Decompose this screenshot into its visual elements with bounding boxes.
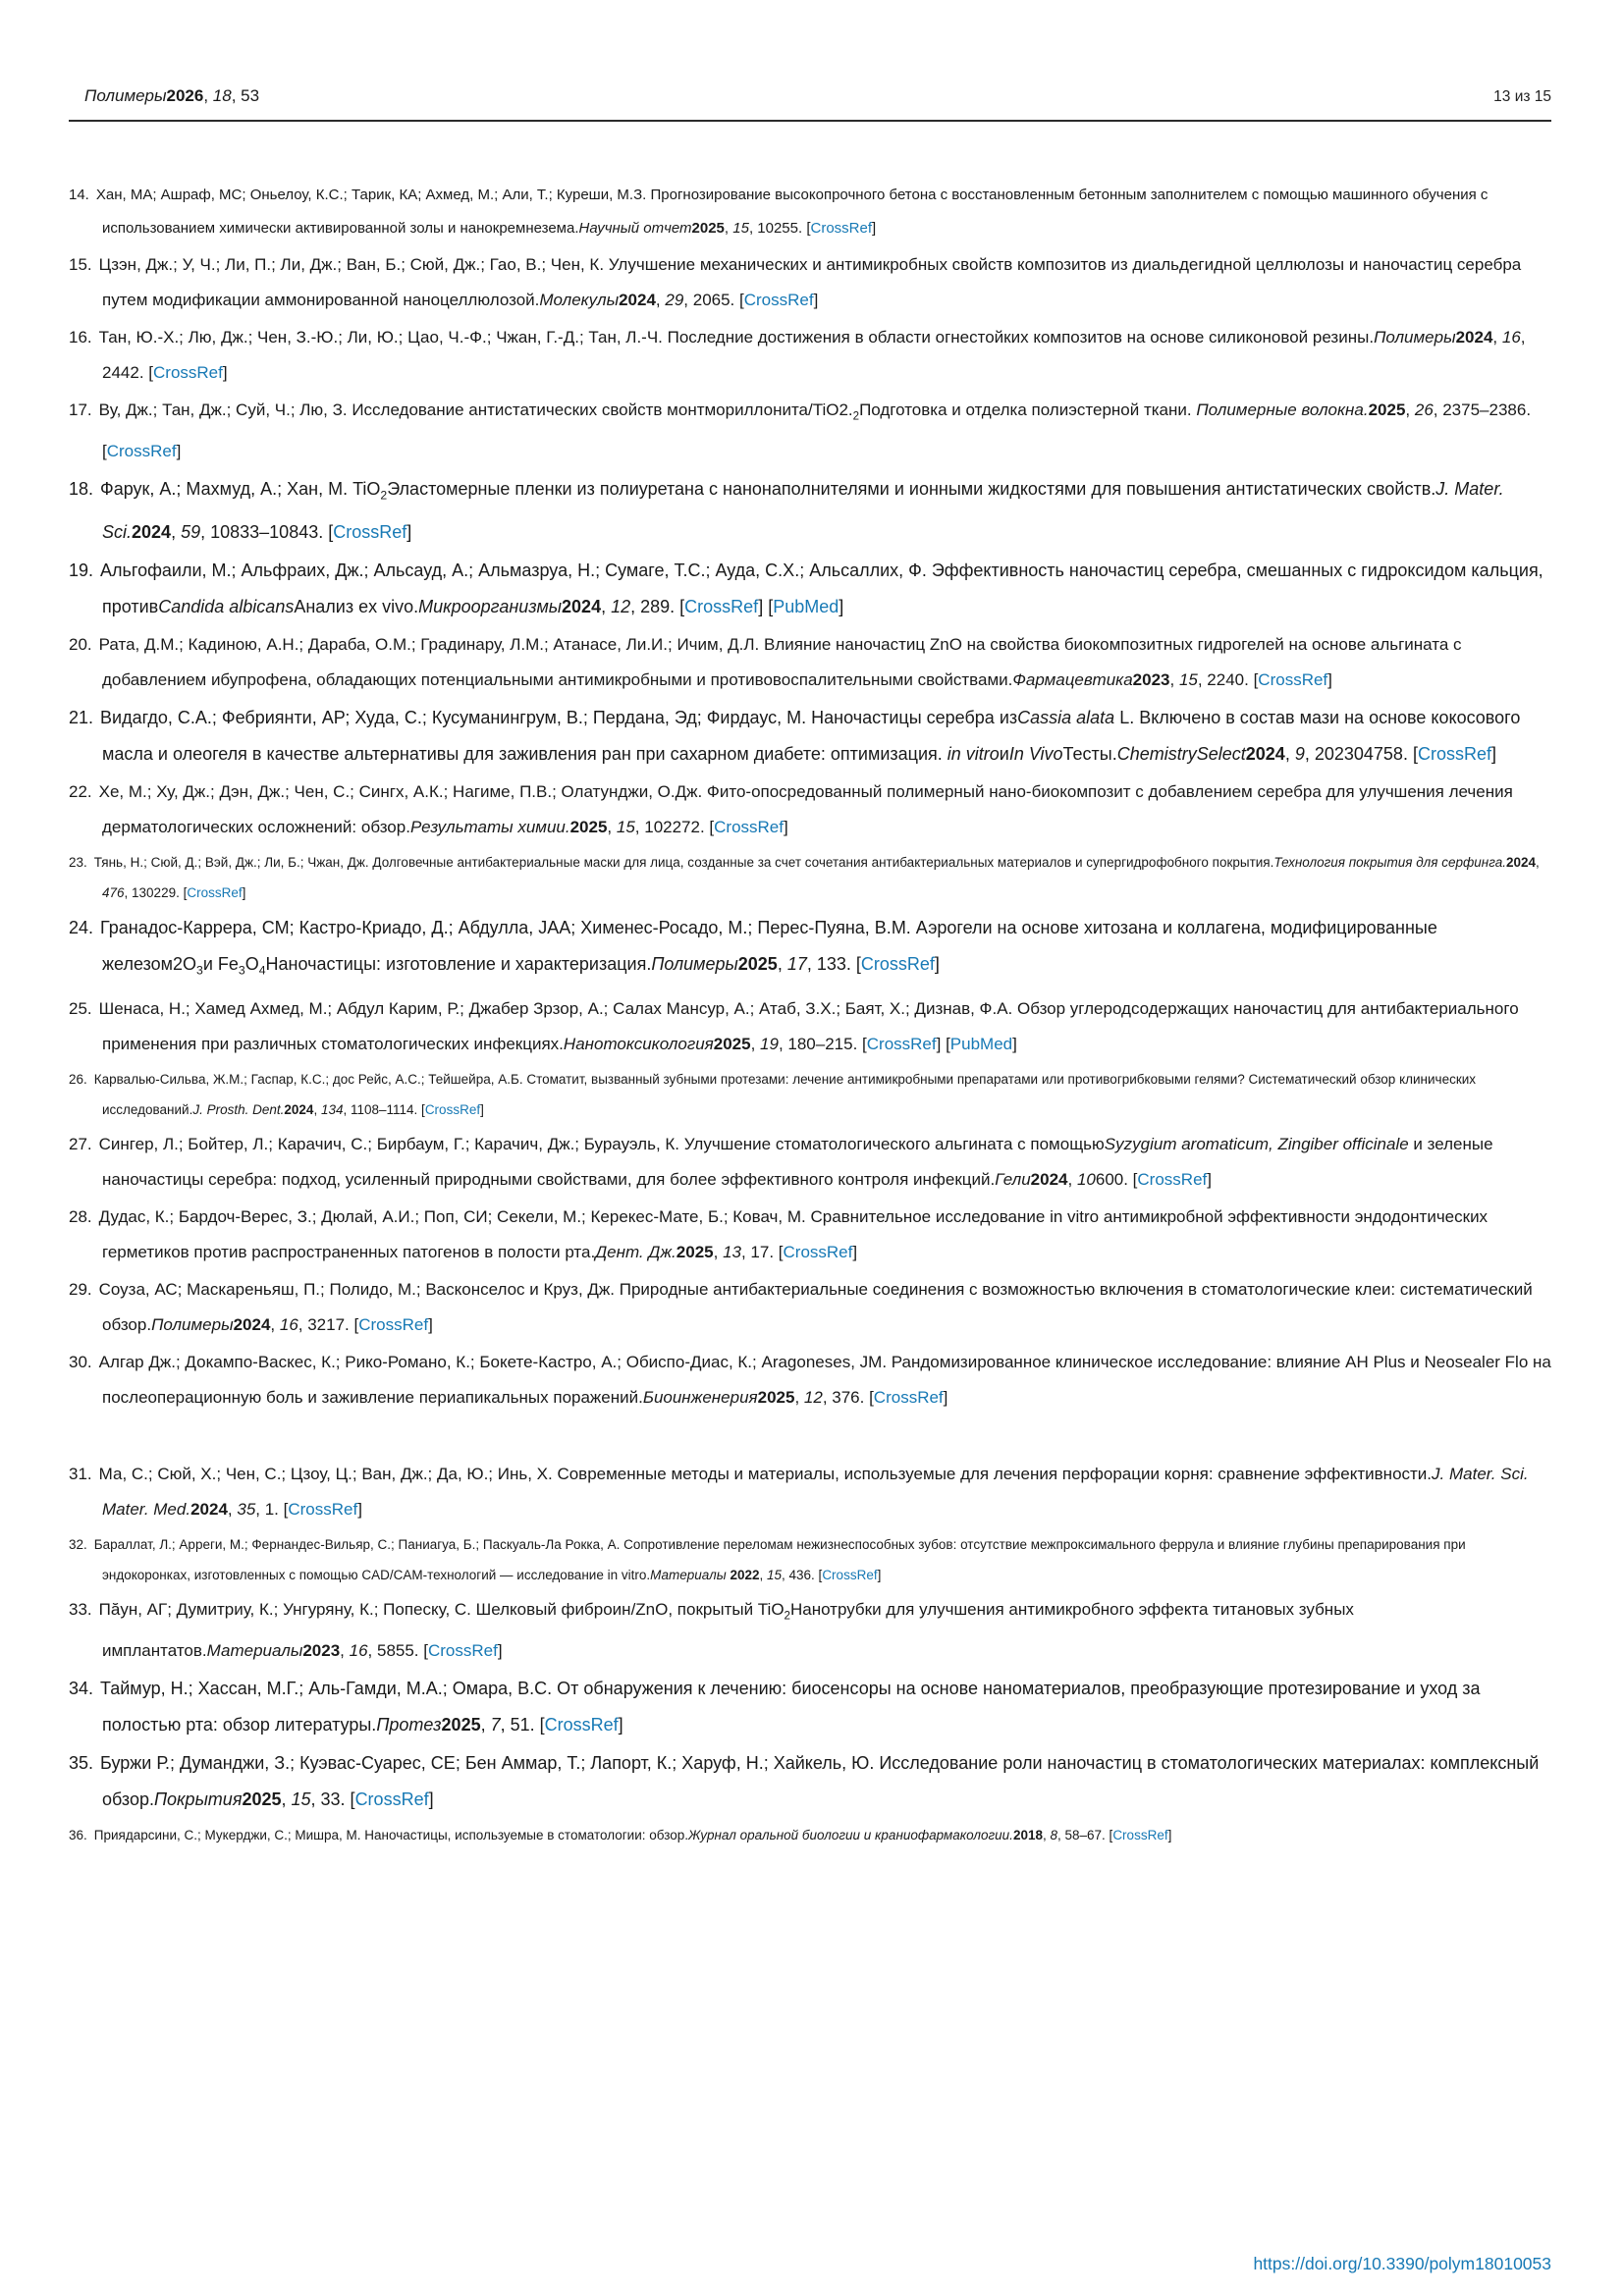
text-segment: Пăун, АГ; Думитриу, К.; Унгуряну, К.; Попеску, С. Шелковый фиброин/ZnO, покрытый TiO	[98, 1599, 785, 1619]
text-segment: Биоинженерия	[642, 1387, 758, 1407]
text-segment: 15	[767, 1567, 783, 1582]
crossref-link[interactable]: CrossRef	[714, 817, 784, 836]
text-segment: 2	[852, 410, 860, 423]
text-segment: 2025	[737, 953, 778, 974]
text-segment: Тянь, Н.; Сюй, Д.; Вэй, Дж.; Ли, Б.; Чжан, Дж. Долговечные антибактериальные маски для лица, созданные за счет сочетания антибактериальных материалов и супергидрофобного покрытия.	[93, 854, 1274, 870]
references-list	[69, 179, 1551, 1850]
reference-number: 16.	[69, 328, 92, 347]
text-segment: ,	[171, 521, 182, 542]
text-segment: Цзэн, Дж.; У, Ч.; Ли, П.; Ли, Дж.; Ван, Б.; Сюй, Дж.; Гао, В.; Чен, К. Улучшение механических и антимикробных свойств композитов из диальдегидной целлюлозы и наночастиц серебра путем модификации аммонированной наноцеллюлозой.	[98, 255, 1522, 309]
text-segment: , 5855. [	[367, 1640, 428, 1660]
text-segment: L. Включено в состав мази на основе кокосового масла и олеогеля в качестве альтернативы для заживления ран при сахарном диабете: оптимизация.	[102, 707, 1521, 764]
crossref-link[interactable]: CrossRef	[822, 1567, 878, 1582]
text-segment: ]	[1207, 1169, 1212, 1189]
text-segment: Ву, Дж.; Тан, Дж.; Суй, Ч.; Лю, З. Исследование антистатических свойств монтмориллонита/TiO2.	[98, 400, 853, 419]
text-segment: , 1. [	[255, 1499, 289, 1519]
crossref-link[interactable]: CrossRef	[1258, 669, 1328, 689]
text-segment: ]	[839, 596, 844, 616]
reference-item	[69, 774, 1551, 845]
text-segment: ,	[724, 220, 733, 237]
text-segment: Хе, М.; Ху, Дж.; Дэн, Дж.; Чен, С.; Сингх, А.К.; Нагиме, П.В.; Олатунджи, О.Дж. Фито-опосредованный полимерный нано-биокомпозит с добавлением серебра для улучшения лечения дерматологических осложнений: обзор.	[98, 781, 1513, 836]
reference-item	[69, 991, 1551, 1062]
text-segment: 2024	[284, 1101, 314, 1117]
text-segment: 2024	[1505, 854, 1537, 870]
text-segment: 2025	[691, 220, 725, 237]
text-segment: 2024	[562, 596, 602, 616]
page-header	[69, 86, 1551, 106]
text-segment: 2025	[713, 1034, 751, 1053]
text-segment: ChemistrySelect	[1116, 743, 1246, 764]
text-segment: Сингер, Л.; Бойтер, Л.; Карачич, С.; Бирбаум, Г.; Карачич, Дж.; Бурауэль, К. Улучшение стоматологического альгината с помощью	[98, 1134, 1105, 1153]
text-segment: ]	[1167, 1827, 1172, 1842]
reference-number: 22.	[69, 781, 92, 801]
text-segment: Дудас, К.; Бардоч-Верес, З.; Дюлай, А.И.; Поп, СИ; Секели, М.; Керекес-Мате, Б.; Ковач, М. Сравнительное исследование in vitro антимикробной эффективности эндодонтических герметиков против распространенных патогенов в полости рта.	[98, 1206, 1489, 1261]
text-segment: 15	[1178, 669, 1198, 689]
text-segment: Гели	[995, 1169, 1031, 1189]
text-segment: 13	[723, 1242, 741, 1261]
crossref-link[interactable]: CrossRef	[1417, 743, 1491, 764]
text-segment: ,	[480, 1714, 491, 1735]
text-segment: Тан, Ю.-Х.; Лю, Дж.; Чен, З.-Ю.; Ли, Ю.; Цао, Ч.-Ф.; Чжан, Г.-Д.; Тан, Л.-Ч. Последние достижения в области огнестойких композитов на основе силиконовой резины.	[98, 328, 1375, 347]
text-segment: 134	[320, 1101, 344, 1117]
text-segment: ,	[759, 1567, 767, 1582]
text-segment: Молекулы	[539, 291, 620, 309]
crossref-link[interactable]: CrossRef	[783, 1242, 853, 1261]
text-segment: Candida albicans	[158, 596, 295, 616]
text-segment: ,	[713, 1242, 724, 1261]
text-segment: 7	[490, 1714, 501, 1735]
text-segment: ] [	[758, 596, 774, 616]
text-segment: 10	[1076, 1169, 1096, 1189]
text-segment: Полимеры	[84, 86, 167, 105]
text-segment: 15	[616, 817, 635, 836]
text-segment: ,	[313, 1101, 321, 1117]
text-segment: 2024	[233, 1314, 271, 1334]
text-segment: 2025	[569, 817, 608, 836]
reference-number: 19.	[69, 560, 94, 580]
text-segment: 2022	[730, 1567, 760, 1582]
pubmed-link[interactable]: PubMed	[949, 1034, 1013, 1053]
text-segment: 2025	[1368, 400, 1406, 419]
reference-number: 24.	[69, 917, 94, 937]
text-segment: , 289. [	[630, 596, 685, 616]
reference-number: 34.	[69, 1678, 94, 1698]
text-segment: Алгар Дж.; Докампо-Васкес, К.; Рико-Романо, К.; Бокете-Кастро, А.; Обиспо-Диас, К.; Aragoneses, JM. Рандомизированное клиническое исследование: влияние AH Plus и Neosealer Flo на послеоперационную боль и заживление периапикальных поражений.	[98, 1352, 1551, 1407]
text-segment: Дент. Дж.	[595, 1242, 677, 1261]
text-segment: и	[999, 743, 1009, 764]
reference-number: 18.	[69, 479, 94, 500]
text-segment: , 2442. [	[102, 328, 1526, 382]
text-segment: Нанотрубки для улучшения антимикробного эффекта титановых зубных имплантатов.	[102, 1599, 1354, 1660]
text-segment: ,	[655, 291, 666, 309]
text-segment: ]	[497, 1640, 503, 1660]
reference-number: 14.	[69, 187, 89, 203]
text-segment: ,	[777, 953, 787, 974]
text-segment: , 130229. [	[124, 884, 188, 900]
text-segment: 17	[786, 953, 807, 974]
reference-item	[69, 553, 1551, 625]
text-segment: Полимеры	[651, 953, 738, 974]
crossref-link[interactable]: CrossRef	[860, 953, 935, 974]
text-segment: , 17. [	[740, 1242, 784, 1261]
text-segment: 2025	[242, 1789, 282, 1809]
reference-number: 25.	[69, 998, 92, 1018]
text-segment: J. Mater. Sci. Mater. Med.	[102, 1464, 1529, 1519]
crossref-link[interactable]: CrossRef	[544, 1714, 619, 1735]
text-segment: 26	[1414, 400, 1434, 419]
crossref-link[interactable]: CrossRef	[153, 363, 223, 382]
text-segment: ]	[813, 291, 819, 309]
text-segment: ]	[872, 220, 877, 237]
reference-number: 36.	[69, 1827, 87, 1842]
text-segment: 476	[102, 884, 125, 900]
text-segment: и зеленые наночастицы серебра: подход, усиленный природными свойствами, для более эффективного контроля инфекций.	[102, 1134, 1493, 1189]
crossref-link[interactable]: CrossRef	[358, 1314, 429, 1334]
text-segment: ]	[222, 363, 228, 382]
text-segment: , 2065. [	[683, 291, 744, 309]
text-segment: Фарук, А.; Махмуд, А.; Хан, М. TiO	[100, 479, 381, 500]
reference-item	[69, 627, 1551, 698]
text-segment: Альгофаили, М.; Альфраих, Дж.; Альсауд, А.; Альмазруа, Н.; Сумаге, Т.С.; Ауда, С.Х.; Альсаллих, Ф. Эффективность наночастиц серебра, смешанных с гидроксидом кальция, против	[100, 560, 1543, 616]
text-segment: Микроорганизмы	[418, 596, 563, 616]
text-segment: ,	[794, 1387, 804, 1407]
text-segment: 8	[1050, 1827, 1058, 1842]
crossref-link[interactable]: CrossRef	[873, 1387, 944, 1407]
text-segment: , 180–215. [	[778, 1034, 867, 1053]
reference-number: 17.	[69, 400, 92, 419]
text-segment: , 436. [	[782, 1567, 823, 1582]
text-segment: ,	[281, 1789, 292, 1809]
reference-number: 21.	[69, 707, 94, 727]
text-segment: In Vivo	[1008, 743, 1063, 764]
reference-item	[69, 1671, 1551, 1743]
text-segment: 4	[258, 963, 266, 978]
text-segment: , 58–67. [	[1057, 1827, 1113, 1842]
page-footer	[1253, 2254, 1551, 2274]
text-segment: 2024	[1030, 1169, 1068, 1189]
text-segment: 2024	[1455, 328, 1493, 347]
text-segment: ]	[784, 817, 788, 836]
text-segment: 2025	[676, 1242, 714, 1261]
text-segment: ]	[934, 953, 940, 974]
text-segment: ,	[1042, 1827, 1051, 1842]
text-segment: , 2375–2386. [	[102, 400, 1532, 461]
text-segment: Материалы	[650, 1567, 731, 1582]
text-segment: Видагдо, С.А.; Фебриянти, АР; Худа, С.; Кусуманингрум, В.; Пердана, Эд; Фирдаус, М. Наночастицы серебра из	[100, 707, 1018, 727]
header-divider	[69, 120, 1551, 122]
text-segment: 2025	[757, 1387, 795, 1407]
reference-item	[69, 700, 1551, 773]
text-segment: 29	[665, 291, 684, 309]
text-segment: Таймур, Н.; Хассан, М.Г.; Аль-Гамди, М.А.; Омара, В.С. От обнаружения к лечению: биосенсоры на основе наноматериалов, преобразующие протезирование и уход за полостью рта: обзор литературы.	[100, 1678, 1481, 1735]
text-segment: Журнал оральной биологии и краниофармакологии.	[688, 1827, 1013, 1842]
text-segment: 18	[212, 86, 232, 105]
text-segment: ,	[1067, 1169, 1077, 1189]
text-segment: ]	[480, 1101, 484, 1117]
text-segment: , 102272. [	[634, 817, 715, 836]
text-segment: ,	[1492, 328, 1502, 347]
reference-item	[69, 247, 1551, 318]
text-segment: Нанотоксикология	[563, 1034, 714, 1053]
text-segment: Соуза, АС; Маскареньяш, П.; Полидо, М.; Васконселос и Круз, Дж. Природные антибактериальные соединения с возможностью включения в стоматологические клеи: систематический обзор.	[98, 1279, 1533, 1334]
text-segment: ]	[428, 1314, 433, 1334]
text-segment: Научный отчет	[578, 220, 692, 237]
text-segment: , 2240. [	[1197, 669, 1259, 689]
text-segment: , 202304758. [	[1304, 743, 1418, 764]
doi-link[interactable]: https://doi.org/10.3390/polym18010053	[1253, 2254, 1551, 2273]
reference-number: 31.	[69, 1464, 92, 1483]
text-segment: J. Prosth. Dent.	[192, 1101, 285, 1117]
text-segment: , 10255. [	[748, 220, 811, 237]
reference-number: 23.	[69, 854, 87, 870]
reference-number: 29.	[69, 1279, 92, 1299]
text-segment: Syzygium aromaticum, Zingiber officinale	[1104, 1134, 1409, 1153]
text-segment: 2024	[1245, 743, 1285, 764]
reference-number: 32.	[69, 1536, 87, 1552]
text-segment: , 33. [	[310, 1789, 355, 1809]
text-segment: ,	[750, 1034, 761, 1053]
text-segment: , 10833–10843. [	[200, 521, 334, 542]
reference-number: 27.	[69, 1134, 92, 1153]
reference-number: 30.	[69, 1352, 92, 1371]
text-segment: ,	[607, 817, 617, 836]
crossref-link[interactable]: CrossRef	[866, 1034, 937, 1053]
text-segment: Подготовка и отделка полиэстерной ткани.	[859, 400, 1197, 419]
text-segment: 2	[784, 1609, 790, 1622]
text-segment: ]	[242, 884, 246, 900]
text-segment: ]	[428, 1789, 434, 1809]
crossref-link[interactable]: CrossRef	[187, 884, 243, 900]
text-segment: ]	[943, 1387, 948, 1407]
text-segment: , 53	[231, 86, 260, 105]
text-segment: 600. [	[1095, 1169, 1138, 1189]
crossref-link[interactable]: CrossRef	[1137, 1169, 1208, 1189]
text-segment: 9	[1294, 743, 1305, 764]
reference-item	[69, 1820, 1551, 1850]
text-segment: 15	[291, 1789, 311, 1809]
text-segment: Бараллат, Л.; Арреги, М.; Фернандес-Вильяр, С.; Паниагуа, Б.; Паскуаль-Ла Рокка, А. Сопротивление переломам нежизнеспособных зубов: отсутствие межпроксимального феррула и влияние глубины препарирования при эндокоронках, изготовленных с помощью CAD/CAM-технологий — исследование in vitro.	[93, 1536, 1466, 1582]
text-segment: ,	[340, 1640, 350, 1660]
text-segment: Cassia alata	[1017, 707, 1115, 727]
crossref-link[interactable]: CrossRef	[684, 596, 759, 616]
reference-item	[69, 847, 1551, 908]
reference-item	[69, 320, 1551, 391]
text-segment: 2	[380, 488, 388, 503]
reference-item	[69, 179, 1551, 245]
text-segment: 12	[611, 596, 631, 616]
text-segment: Фармацевтика	[1012, 669, 1133, 689]
text-segment: Покрытия	[154, 1789, 243, 1809]
text-segment: ,	[1169, 669, 1179, 689]
text-segment: и Fe	[202, 953, 239, 974]
reference-number: 35.	[69, 1752, 94, 1773]
text-segment: J. Mater. Sci.	[102, 479, 1504, 542]
text-segment: Эластомерные пленки из полиуретана с нанонаполнителями и ионными жидкостями для повышения антистатических свойств.	[387, 479, 1436, 500]
text-segment: ,	[203, 86, 213, 105]
text-segment: Полимеры	[1374, 328, 1456, 347]
crossref-link[interactable]: CrossRef	[1112, 1827, 1168, 1842]
crossref-link[interactable]: CrossRef	[354, 1789, 429, 1809]
reference-number: 20.	[69, 634, 92, 654]
reference-item	[69, 1592, 1551, 1669]
text-segment: Наночастицы: изготовление и характеризация.	[265, 953, 652, 974]
text-segment: Карвалью-Сильва, Ж.М.; Гаспар, К.С.; дос Рейс, А.С.; Тейшейра, А.Б. Стоматит, вызванный зубными протезами: лечение антимикробными препаратами или противогрибковыми гелями? Систематический обзор клинических исследований.	[93, 1071, 1477, 1117]
pubmed-link[interactable]: PubMed	[773, 596, 839, 616]
text-segment: 2024	[190, 1499, 228, 1519]
crossref-link[interactable]: CrossRef	[106, 442, 177, 461]
text-segment: ,	[1284, 743, 1295, 764]
reference-item	[69, 1200, 1551, 1270]
text-segment: 19	[760, 1034, 779, 1053]
reference-item	[69, 1272, 1551, 1343]
text-segment: 2024	[619, 291, 656, 309]
text-segment: ]	[852, 1242, 858, 1261]
reference-number: 28.	[69, 1206, 92, 1226]
text-segment: 16	[349, 1640, 368, 1660]
text-segment: ] [	[936, 1034, 950, 1053]
reference-item	[69, 1064, 1551, 1125]
text-segment: , 376. [	[822, 1387, 874, 1407]
crossref-link[interactable]: CrossRef	[333, 521, 407, 542]
text-segment: Материалы	[206, 1640, 303, 1660]
text-segment: Полимеры	[151, 1314, 234, 1334]
text-segment: O	[244, 953, 259, 974]
text-segment: ]	[357, 1499, 362, 1519]
text-segment: 2023	[302, 1640, 341, 1660]
reference-item	[69, 1529, 1551, 1590]
text-segment: 3	[196, 963, 203, 978]
reference-item	[69, 471, 1551, 551]
crossref-link[interactable]: CrossRef	[427, 1640, 498, 1660]
text-segment: Гранадос-Каррера, СМ; Кастро-Криадо, Д.; Абдулла, JAA; Хименес-Росадо, М.; Перес-Пуяна, В.М. Аэрогели на основе хитозана и коллагена, модифицированные железом2О	[100, 917, 1437, 974]
text-segment: 12	[803, 1387, 823, 1407]
reference-item	[69, 1345, 1551, 1415]
text-segment: 16	[279, 1314, 298, 1334]
text-segment: in vitro	[947, 743, 1000, 764]
text-segment: Приядарсини, С.; Мукерджи, С.; Мишра, М. Наночастицы, используемые в стоматологии: обзор.	[93, 1827, 689, 1842]
reference-number: 15.	[69, 255, 92, 274]
crossref-link[interactable]: CrossRef	[288, 1499, 358, 1519]
text-segment: , 1108–1114. [	[343, 1101, 425, 1117]
reference-number: 33.	[69, 1599, 92, 1619]
text-segment: Буржи Р.; Думанджи, З.; Куэвас-Суарес, СЕ; Бен Аммар, Т.; Лапорт, К.; Харуф, Н.; Хайкель, Ю. Исследование роли наночастиц в стоматологических материалах: комплексный обзор.	[100, 1752, 1540, 1809]
text-segment: ,	[1536, 854, 1540, 870]
journal-citation	[84, 86, 259, 106]
text-segment: Тесты.	[1062, 743, 1117, 764]
text-segment: Ма, С.; Сюй, Х.; Чен, С.; Цзоу, Ц.; Ван, Дж.; Да, Ю.; Инь, Х. Современные методы и материалы, используемые для лечения перфорации корня: сравнение эффективности.	[98, 1464, 1433, 1483]
text-segment: Шенаса, Н.; Хамед Ахмед, М.; Абдул Карим, Р.; Джабер Зрзор, А.; Салах Мансур, А.; Атаб, З.Х.; Баят, Х.; Дизнав, Ф.А. Обзор углеродсодержащих наночастиц для антибактериального применения при различных стоматологических инфекциях.	[98, 998, 1519, 1053]
text-segment: ]	[1327, 669, 1332, 689]
text-segment: Хан, МА; Ашраф, МС; Оньелоу, К.С.; Тарик, КА; Ахмед, М.; Али, Т.; Куреши, М.З. Прогнозирование высокопрочного бетона с восстановленным бетонным заполнителем с помощью машинного обучения с использованием химически активированной золы и нанокремнезема.	[95, 187, 1489, 237]
text-segment: 2025	[441, 1714, 481, 1735]
text-segment: Полимерные волокна.	[1196, 400, 1369, 419]
crossref-link[interactable]: CrossRef	[424, 1101, 481, 1117]
text-segment: , 3217. [	[298, 1314, 359, 1334]
text-segment: ]	[618, 1714, 623, 1735]
text-segment: , 133. [	[806, 953, 861, 974]
text-segment: Протез	[376, 1714, 442, 1735]
reference-item	[69, 1457, 1551, 1527]
text-segment: ,	[227, 1499, 238, 1519]
text-segment: ]	[176, 442, 182, 461]
text-segment: 2026	[166, 86, 204, 105]
page-number-indicator: 13 из 15	[1493, 88, 1551, 105]
text-segment: 16	[1501, 328, 1521, 347]
text-segment: ]	[877, 1567, 882, 1582]
text-segment: Технология покрытия для серфинга.	[1273, 854, 1506, 870]
reference-item	[69, 393, 1551, 469]
text-segment: 2023	[1132, 669, 1170, 689]
text-segment: , 51. [	[500, 1714, 545, 1735]
text-segment: ,	[1405, 400, 1415, 419]
reference-item	[69, 910, 1551, 989]
text-segment: ]	[1490, 743, 1496, 764]
crossref-link[interactable]: CrossRef	[743, 291, 814, 309]
text-segment: Анализ ex vivo.	[294, 596, 419, 616]
text-segment: 2018	[1012, 1827, 1043, 1842]
text-segment: ]	[1012, 1034, 1017, 1053]
reference-item	[69, 1745, 1551, 1818]
text-segment: ,	[270, 1314, 280, 1334]
text-segment: 2024	[132, 521, 172, 542]
text-segment: ]	[406, 521, 412, 542]
reference-number: 26.	[69, 1071, 87, 1087]
text-segment: Рата, Д.М.; Кадиною, А.Н.; Дараба, О.М.; Градинару, Л.М.; Атанасе, Ли.И.; Ичим, Д.Л. Влияние наночастиц ZnO на свойства биокомпозитных гидрогелей на основе альгината с добавлением ибупрофена, обладающих потенциальными антимикробными и противовоспалительными свойствами.	[98, 634, 1462, 689]
reference-item	[69, 1127, 1551, 1198]
text-segment: 3	[238, 963, 245, 978]
text-segment: Результаты химии.	[409, 817, 570, 836]
text-segment: ,	[601, 596, 612, 616]
text-segment: 59	[181, 521, 201, 542]
text-segment: 35	[237, 1499, 256, 1519]
crossref-link[interactable]: CrossRef	[810, 220, 873, 237]
text-segment: 15	[732, 220, 749, 237]
